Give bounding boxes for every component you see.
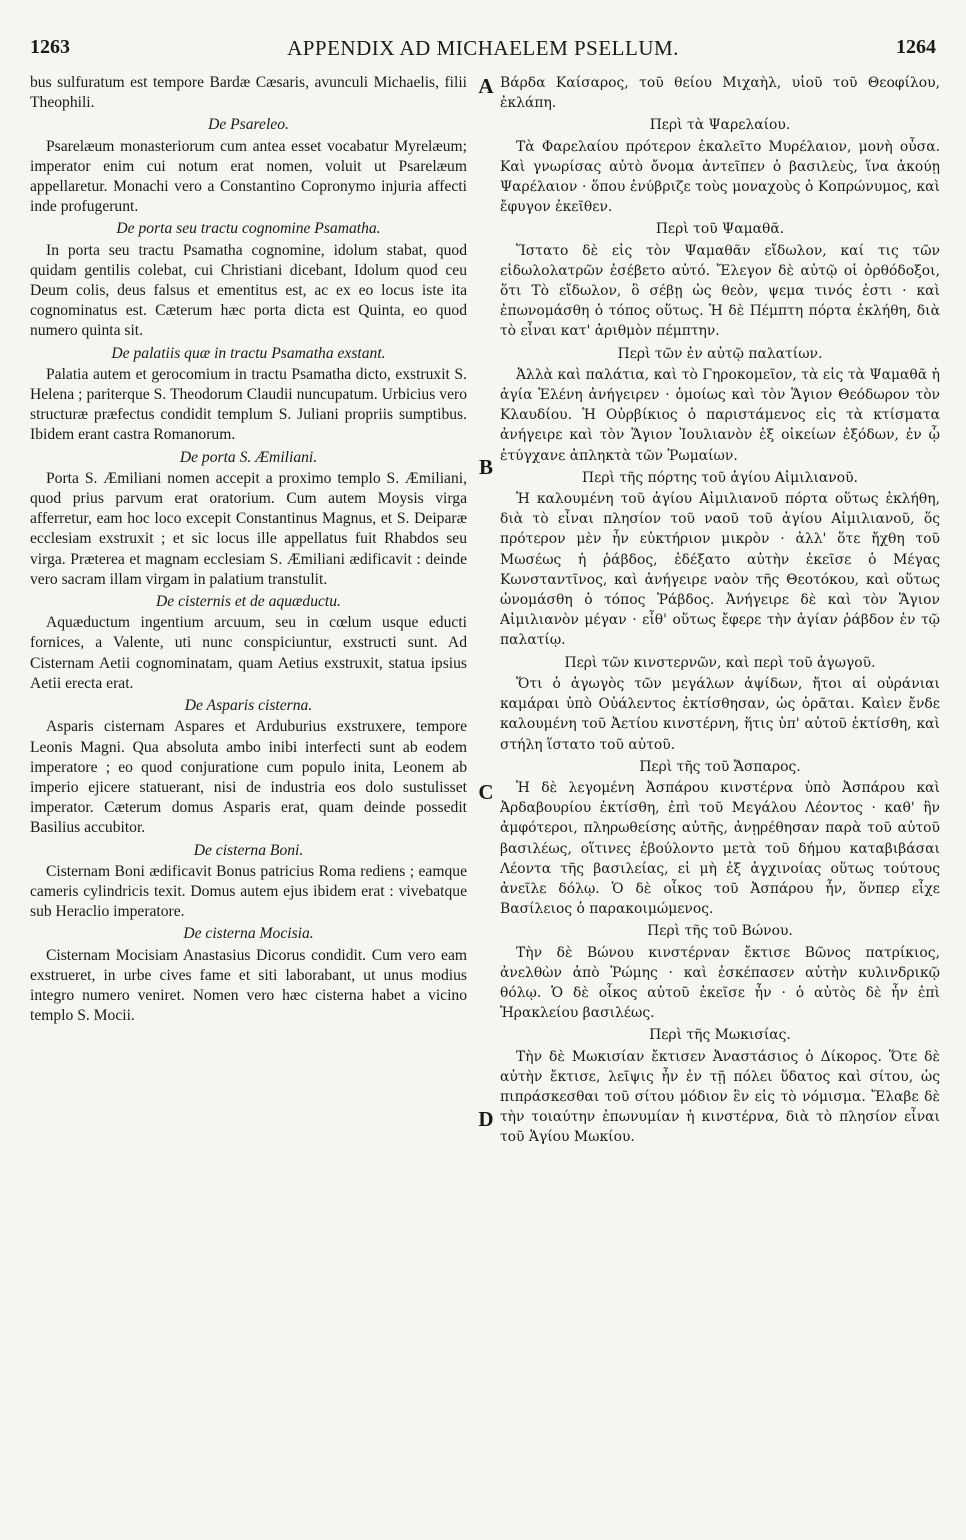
greek-intro: Βάρδα Καίσαρος, τοῦ θείου Μιχαὴλ, υἱοῦ τοῦ Θεοφίλου, ἐκλάπη.: [500, 75, 940, 112]
greek-paragraph-boni: Τὴν δὲ Βώνου κινστέρναν ἔκτισε Βῶνος πατρίκιος, ἀνελθὼν ἀπὸ Ῥώμης · καὶ ἐσκέπασεν αὐτὴν κυλινδρικῷ θόλῳ. Ὁ δὲ οἶκος αὐτοῦ ἐκεῖσε ἦν · ὁ αὐτὸς δὲ ἦν ἐπὶ Ἡρακλείου βασιλέως.: [500, 944, 940, 1022]
page-number-left: 1263: [30, 36, 70, 58]
latin-paragraph-psareleo: Psarelæum monasteriorum cum antea esset vocabatur Myrelæum; imperator enim cui notum erat nomen, voluit ut Psarelæum appellaretur. Monachi vero a Constantino Copronymo injuria affecti inde profugerunt.: [30, 137, 467, 216]
margin-marker-d: D: [478, 1107, 494, 1131]
margin-marker-c: C: [478, 780, 494, 804]
latin-heading-psareleo: De Psareleo.: [208, 116, 289, 134]
latin-paragraph-boni: Cisternam Boni ædificavit Bonus patricius Roma rediens ; eamque cameris cylindricis texit. Domus autem ejus ibidem erat : vivebatque sub Heraclio imperatore.: [30, 862, 467, 921]
latin-column: [30, 73, 467, 1026]
latin-paragraph-cisternis: Aquæductum ingentium arcuum, seu in cœlum usque educti fornices, a Valente, uti nunc conspiciuntur, exstructi sunt. Ad Cisternam Aetii cognominatam, quam Aetius exstruxit, statua ipsius Aetii erecta erat.: [30, 614, 467, 692]
latin-heading-boni: De cisterna Boni.: [193, 841, 304, 859]
latin-heading-psamatha: De porta seu tractu cognomine Psamatha.: [116, 220, 381, 238]
greek-heading-mocisia: Περὶ τῆς Μωκισίας.: [649, 1027, 791, 1044]
greek-heading-cisternis: Περὶ τῶν κινστερνῶν, καὶ περὶ τοῦ ἀγωγοῦ.: [564, 654, 876, 671]
greek-paragraph-palatiis: Ἀλλὰ καὶ παλάτια, καὶ τὸ Γηροκομεῖον, τὰ εἰς τὰ Ψαμαθᾶ ἡ ἁγία Ἑλένη ἀνήγειρεν · ὁμοίως καὶ τὸν Ἅγιον Θεόδωρον τὸν Κλαυδίου. Ἡ Οὐρβίκιος ὁ παριστάμενος εἰς τὰ κτίσματα ἀνήγειρε καὶ τὸν Ἅγιον Ἰουλιανὸν ἐξ οἰκείων ἐξόδων, ἐν ᾧ ἐτύγχανε ἀπληκτὰ τῶν Ῥωμαίων.: [500, 366, 940, 464]
greek-heading-psareleo: Περὶ τὰ Ψαρελαίου.: [649, 117, 791, 134]
greek-paragraph-aemiliani: Ἡ καλουμένη τοῦ ἁγίου Αἰμιλιανοῦ πόρτα οὕτως ἐκλήθη, διὰ τὸ εἶναι πλησίον τοῦ ναοῦ τοῦ ἁγίου Αἰμιλιανοῦ, ὅς πρότερον μὲν ἦν εὐκτήριον μικρὸν · ἀλλ' ὅτε ἤχθη τοῦ Μωσέως ἡ ῥάβδος, ἐδέξατο αὐτὴν ἐκεῖσε ὁ Μέγας Κωνσταντῖνος, καὶ ἀνήγειρε ναὸν τῆς Θεοτόκου, καὶ οὕτως ὠνομάσθη ὁ τόπος Ῥάβδος. Ἀνήγειρε δὲ καὶ τὸν Ἅγιον Αἰμιλιανὸν μέγαν · εἶθ' οὕτως ἔφερε τὴν ἁγίαν ῥάβδον ἐν τῷ παλατίῳ.: [500, 491, 940, 649]
greek-heading-boni: Περὶ τῆς τοῦ Βώνου.: [647, 923, 793, 940]
greek-paragraph-mocisia: Τὴν δὲ Μωκισίαν ἔκτισεν Ἀναστάσιος ὁ Δίκορος. Ὅτε δὲ αὐτὴν ἔκτισε, λεῖψις ἦν ἐν τῇ πόλει ὕδατος καὶ σίτου, ὡς πιπράσκεσθαι τοῦ σίτου μόδιον ἓν εἰς τὸ νόμισμα. Ἔλαβε δὲ τὴν τοιαύτην ἐπωνυμίαν ἡ κινστέρνα, διὰ τὸ πλησίον εἶναι τοῦ Ἁγίου Μωκίου.: [500, 1048, 940, 1146]
latin-heading-mocisia: De cisterna Mocisia.: [183, 925, 314, 943]
latin-heading-aemiliani: De porta S. Æmiliani.: [179, 448, 318, 466]
margin-marker-b: B: [478, 455, 493, 479]
latin-paragraph-psamatha: In porta seu tractu Psamatha cognomine, idolum stabat, quod quidam gentilis colebat, cui Christiani dicebant, Idolum quod ceu Deum colis, deus falsus et ementitus est, ac ex eo locus iste ita cognominatus est. Cæterum hæc porta dicta est Quinta, eo quod numero quinta sit.: [30, 241, 467, 340]
latin-paragraph-asparis: Asparis cisternam Aspares et Arduburius exstruxere, tempore Leonis Magni. Qua absoluta ambo inibi interfecti sunt ab eodem imperatore ; eo quod conjuratione cum populo inita, Leonem ab imperio ejicere statuerant, nisi de industria eos dolo sustulisset imperator. Cæterum domus Asparis erat, quam deinde possedit Basilius accubitor.: [30, 718, 467, 837]
running-title: APPENDIX AD MICHAELEM PSELLUM.: [287, 36, 679, 60]
latin-paragraph-aemiliani: Porta S. Æmiliani nomen accepit a proximo templo S. Æmiliani, quod prius parvum erat oratorium. Cum autem Moysis virga afferretur, eam hoc loco excepit Constantinus Magnus, et S. Deiparæ ecclesiam exstruxit ; et sic locus ille appellatus fuit Rhabdos seu virga. Præterea et magnam ecclesiam S. Æmiliani ædificavit : deinde vero sacram illam virgam in palatium transtulit.: [30, 469, 467, 588]
latin-paragraph-palatiis: Palatia autem et gerocomium in tractu Psamatha dicto, exstruxit S. Helena ; pariterque S. Theodorum Claudii nuncupatum. Urbicius vero structuræ præfectus condidit templum S. Juliani propriis sumptibus. Ibidem erant castra Romanorum.: [30, 365, 467, 444]
greek-heading-asparis: Περὶ τῆς τοῦ Ἄσπαρος.: [639, 758, 801, 775]
greek-paragraph-psareleo: Τὰ Φαρελαίου πρότερον ἐκαλεῖτο Μυρέλαιον, μονὴ οὖσα. Καὶ γνωρίσας αὐτὸ ὄνομα ἀντεῖπεν ὁ βασιλεὺς, ἵνα ἀκούῃ Ψαρέλαιον · ὅπου ἐνύβριζε τοὺς μοναχοὺς ὁ Κοπρώνυμος, καὶ ἔφυγον ἐκεῖθεν.: [500, 138, 940, 216]
greek-paragraph-cisternis: Ὅτι ὁ ἀγωγὸς τῶν μεγάλων ἀψίδων, ἤτοι αἱ οὐράνιαι καμάραι ὑπὸ Οὐάλεντος ἐκτίσθησαν, ὡς ὁρᾶται. Καὶεν ἔνδε καλουμένη τοῦ Ἀετίου κινστέρνη, ἥτις ὑπ' αὐτοῦ ἐκτίσθη, καὶ στήλη ἵστατο τοῦ αὐτοῦ.: [500, 675, 940, 753]
running-header: [30, 36, 936, 66]
greek-paragraph-psamatha: Ἵστατο δὲ εἰς τὸν Ψαμαθᾶν εἴδωλον, καί τις τῶν εἰδωλολατρῶν ἐσέβετο αὐτό. Ἔλεγον δὲ αὐτῷ οἱ ὀρθόδοξοι, ὅτι Τὸ εἴδωλον, ὃ σέβῃ ὡς θεὸν, ψεμα τινός ἐστι · καὶ ἐπωνομάσθη ὁ τόπος οὕτως. Ἡ δὲ Πέμπτη πόρτα ἐκλήθη, διὰ τὸ εἶναι κατ' ἀριθμὸν πέμπτην.: [500, 242, 940, 340]
latin-paragraph-mocisia: Cisternam Mocisiam Anastasius Dicorus condidit. Cum vero eam exstrueret, in urbe cives fame et siti laborabant, ut unus modius integro numero veniret. Nomen vero hæc cisterna habet a vicino templo S. Mocii.: [30, 946, 467, 1025]
latin-heading-asparis: De Asparis cisterna.: [184, 697, 313, 715]
greek-heading-aemiliani: Περὶ τῆς πόρτης τοῦ ἁγίου Αἰμιλιανοῦ.: [582, 469, 858, 486]
latin-intro: bus sulfuratum est tempore Bardæ Cæsaris, avunculi Michaelis, filii Theophili.: [30, 74, 467, 112]
greek-column: [500, 73, 940, 1148]
page-number-right: 1264: [896, 36, 936, 58]
latin-heading-palatiis: De palatiis quæ in tractu Psamatha exstant.: [111, 344, 386, 362]
greek-heading-psamatha: Περὶ τοῦ Ψαμαθᾶ.: [655, 221, 785, 238]
margin-marker-a: A: [478, 74, 494, 98]
latin-heading-cisternis: De cisternis et de aquæductu.: [156, 593, 341, 611]
greek-paragraph-asparis: Ἡ δὲ λεγομένη Ἀσπάρου κινστέρνα ὑπὸ Ἀσπάρου καὶ Ἀρδαβουρίου ἐκτίσθη, ἐπὶ τοῦ Μεγάλου Λέοντος · καθ' ἣν ἀμφότεροι, πληρωθείσης αὐτῆς, ἀνῃρέθησαν παρὰ τοῦ αὐτοῦ βασιλέως, οἵτινες ἐβούλοντο μετὰ τοῦ δήμου καταβιβάσαι Λέοντα τῆς βασιλείας, εἰ μὴ ἐξ ἀγχινοίας οὕτως τούτους ἀνεῖλε δόλῳ. Ὁ δὲ οἶκος τοῦ Ἀσπάρου ἦν, ὅνπερ εἶχε Βασίλειος ὁ παρακοιμώμενος.: [500, 779, 940, 918]
greek-heading-palatiis: Περὶ τῶν ἐν αὐτῷ παλατίων.: [617, 345, 823, 362]
